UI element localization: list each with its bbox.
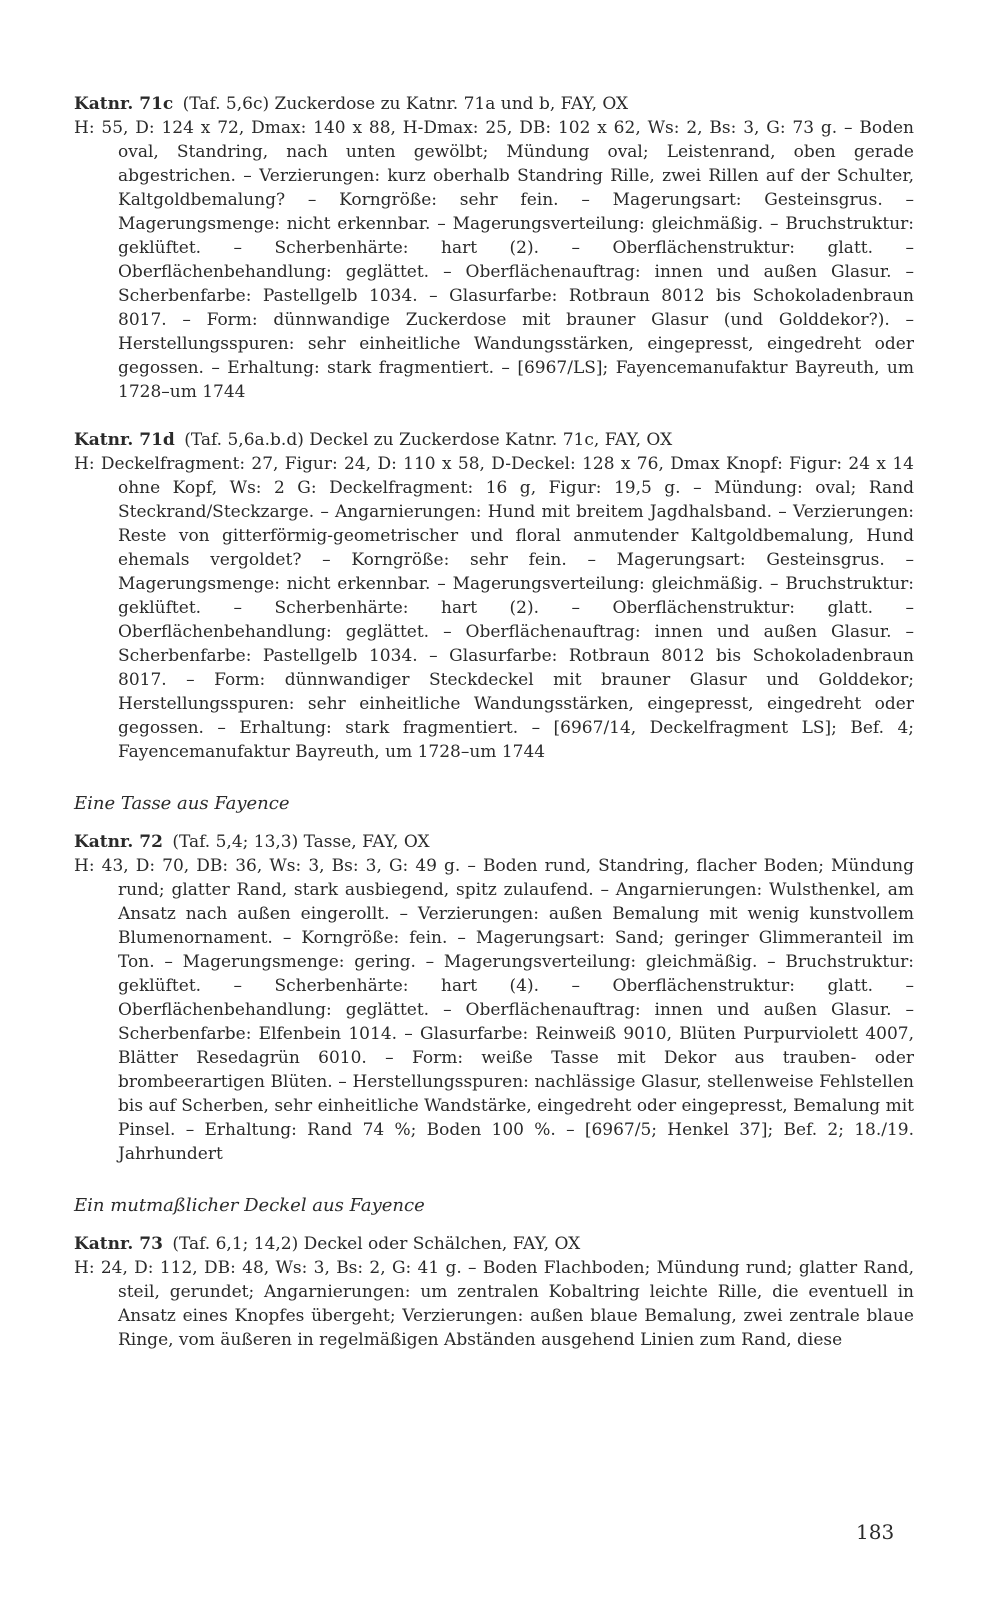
entry-heading xyxy=(74,92,914,116)
catalog-entry-73 xyxy=(74,1232,914,1352)
katnr-label: Katnr. 73 xyxy=(74,1234,163,1254)
katnr-label: Katnr. 71c xyxy=(74,94,174,114)
section-heading-tasse: Eine Tasse aus Fayence xyxy=(74,793,290,814)
katnr-label: Katnr. 71d xyxy=(74,430,175,450)
entry-heading-text: (Taf. 6,1; 14,2) Deckel oder Schälchen, FAY, OX xyxy=(172,1234,581,1254)
entry-heading xyxy=(74,428,914,452)
entry-heading-text: (Taf. 5,6c) Zuckerdose zu Katnr. 71a und b, FAY, OX xyxy=(182,94,629,114)
entry-body: H: Deckelfragment: 27, Figur: 24, D: 110 x 58, D-Deckel: 128 x 76, Dmax Knopf: Figur: 24 x 14 ohne Kopf, Ws: 2 G: Deckelfragment: 16 g, Figur: 19,5 g. – Mündung: oval; Rand Steckrand/Steckzarge. – Angarnierungen: Hund mit breitem Jagdhalsband. – Verzierungen: Reste von gitterförmig-geometrischer und floral anmutender Kaltgoldbemalung, Hund ehemals vergoldet? – Korngröße: sehr fein. – Magerungsart: Gesteinsgrus. – Magerungsmenge: nicht erkennbar. – Magerungsverteilung: gleichmäßig. – Bruchstruktur: geklüftet. – Scherbenhärte: hart (2). – Oberflächenstruktur: glatt. – Oberflächenbehandlung: geglättet. – Oberflächenauftrag: innen und außen Glasur. – Scherbenfarbe: Pastellgelb 1034. – Glasurfarbe: Rotbraun 8012 bis Schokoladenbraun 8017. – Form: dünnwandiger Steckdeckel mit brauner Glasur und Golddekor; Herstellungsspuren: sehr einheitliche Wandungsstärken, eingepresst, eingedreht oder gegossen. – Erhaltung: stark fragmentiert. – [6967/14, Deckelfragment LS]; Bef. 4; Fayencemanufaktur Bayreuth, um 1728–um 1744 xyxy=(74,454,914,762)
entry-heading xyxy=(74,1232,914,1256)
entry-heading-text: (Taf. 5,4; 13,3) Tasse, FAY, OX xyxy=(172,832,430,852)
entry-body: H: 24, D: 112, DB: 48, Ws: 3, Bs: 2, G: 41 g. – Boden Flachboden; Mündung rund; glatter Rand, steil, gerundet; Angarnierungen: um zentralen Kobaltring leichte Rille, die eventuell in Ansatz eines Knopfes übergeht; Verzierungen: außen blaue Bemalung, zwei zentrale blaue Ringe, vom äußeren in regelmäßigen Abständen ausgehend Linien zum Rand, diese xyxy=(74,1258,914,1350)
page-number: 183 xyxy=(856,1520,895,1544)
catalog-entry-72 xyxy=(74,830,914,1166)
text-column xyxy=(74,92,914,1376)
katnr-label: Katnr. 72 xyxy=(74,832,163,852)
catalog-entry-71d xyxy=(74,428,914,764)
entry-body: H: 43, D: 70, DB: 36, Ws: 3, Bs: 3, G: 49 g. – Boden rund, Standring, flacher Boden; Mündung rund; glatter Rand, stark ausbiegend, spitz zulaufend. – Angarnierungen: Wulsthenkel, am Ansatz nach außen eingerollt. – Verzierungen: außen Bemalung mit wenig kunstvollem Blumenornament. – Korngröße: fein. – Magerungsart: Sand; geringer Glimmeranteil im Ton. – Magerungsmenge: gering. – Magerungsverteilung: gleichmäßig. – Bruchstruktur: geklüftet. – Scherbenhärte: hart (4). – Oberflächenstruktur: glatt. – Oberflächenbehandlung: geglättet. – Oberflächenauftrag: innen und außen Glasur. – Scherbenfarbe: Elfenbein 1014. – Glasurfarbe: Reinweiß 9010, Blüten Purpurviolett 4007, Blätter Resedagrün 6010. – Form: weiße Tasse mit Dekor aus trauben- oder brombeerartigen Blüten. – Herstellungsspuren: nachlässige Glasur, stellenweise Fehlstellen bis auf Scherben, sehr einheitliche Wandstärke, eingedreht oder eingepresst, Bemalung mit Pinsel. – Erhaltung: Rand 74 %; Boden 100 %. – [6967/5; Henkel 37]; Bef. 2; 18./19. Jahrhundert xyxy=(74,856,914,1164)
section-heading-deckel: Ein mutmaßlicher Deckel aus Fayence xyxy=(74,1195,425,1216)
entry-heading-text: (Taf. 5,6a.b.d) Deckel zu Zuckerdose Katnr. 71c, FAY, OX xyxy=(184,430,673,450)
entry-body: H: 55, D: 124 x 72, Dmax: 140 x 88, H-Dmax: 25, DB: 102 x 62, Ws: 2, Bs: 3, G: 73 g. – Boden oval, Standring, nach unten gewölbt; Mündung oval; Leistenrand, oben gerade abgestrichen. – Verzierungen: kurz oberhalb Standring Rille, zwei Rillen auf der Schulter, Kaltgoldbemalung? – Korngröße: sehr fein. – Magerungsart: Gesteinsgrus. – Magerungsmenge: nicht erkennbar. – Magerungsverteilung: gleichmäßig. – Bruchstruktur: geklüftet. – Scherbenhärte: hart (2). – Oberflächenstruktur: glatt. – Oberflächenbehandlung: geglättet. – Oberflächenauftrag: innen und außen Glasur. – Scherbenfarbe: Pastellgelb 1034. – Glasurfarbe: Rotbraun 8012 bis Schokoladenbraun 8017. – Form: dünnwandige Zuckerdose mit brauner Glasur (und Golddekor?). – Herstellungsspuren: sehr einheitliche Wandungsstärken, eingepresst, eingedreht oder gegossen. – Erhaltung: stark fragmentiert. – [6967/LS]; Fayencemanufaktur Bayreuth, um 1728–um 1744 xyxy=(74,118,914,402)
entry-heading xyxy=(74,830,914,854)
catalog-entry-71c xyxy=(74,92,914,404)
